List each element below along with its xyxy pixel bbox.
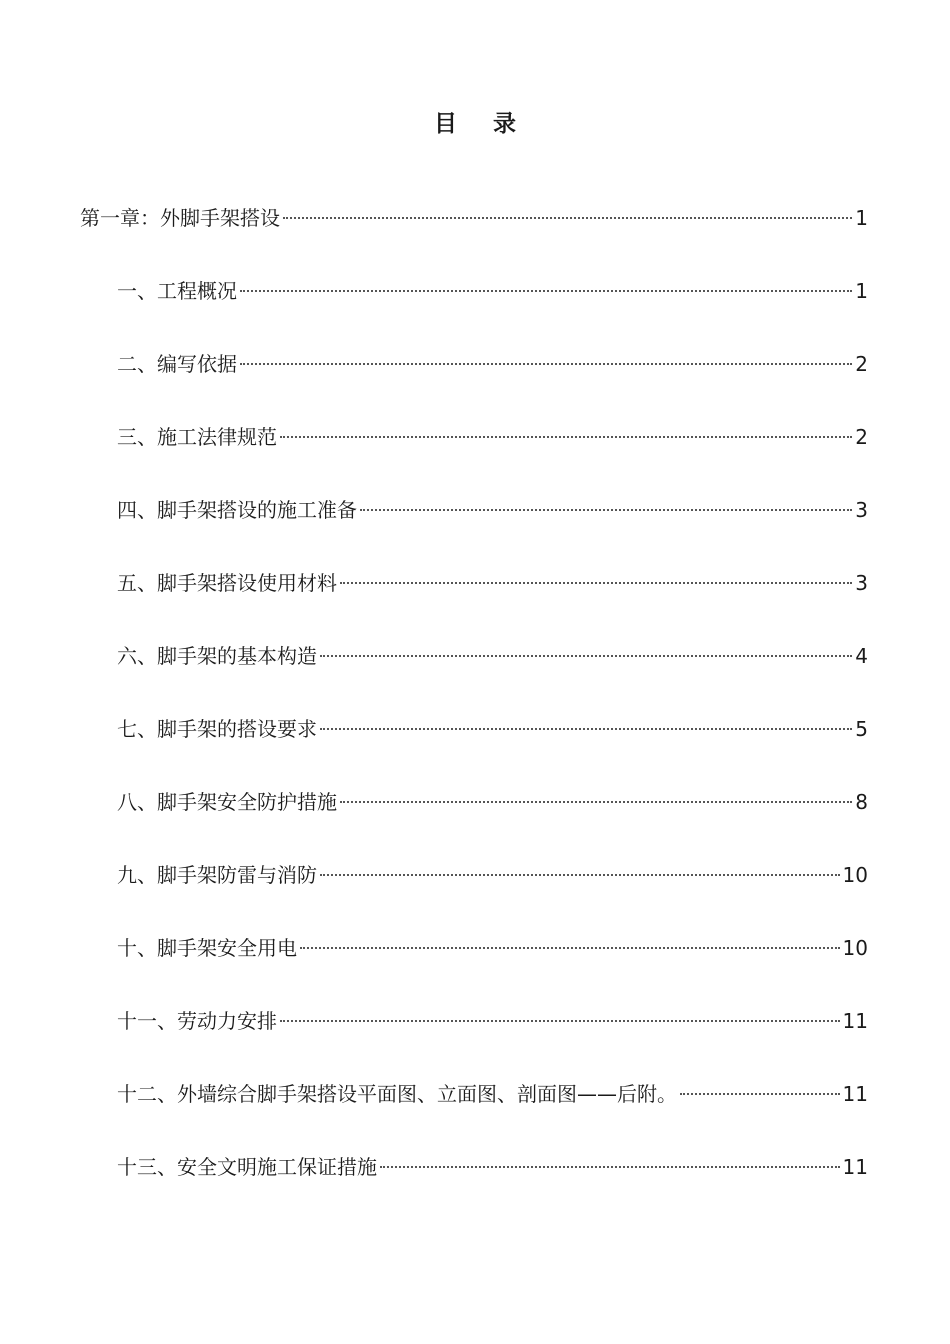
toc-entry-label: 三、施工法律规范 bbox=[117, 425, 277, 449]
toc-entry-page: 10 bbox=[842, 936, 868, 960]
toc-entry-label: 一、工程概况 bbox=[117, 279, 237, 303]
toc-entry[interactable] bbox=[117, 342, 868, 386]
toc-dot-leader bbox=[320, 655, 852, 657]
toc-entry-label: 十一、劳动力安排 bbox=[117, 1009, 277, 1033]
toc-entry[interactable] bbox=[117, 853, 868, 897]
toc-entry-page: 11 bbox=[842, 1155, 868, 1179]
toc-entry[interactable] bbox=[80, 196, 868, 240]
toc-entry-page: 8 bbox=[855, 790, 868, 814]
toc-dot-leader bbox=[280, 1020, 840, 1022]
toc-entry[interactable] bbox=[117, 488, 868, 532]
toc-entry-label: 八、脚手架安全防护措施 bbox=[117, 790, 337, 814]
toc-entry[interactable] bbox=[117, 707, 868, 751]
toc-dot-leader bbox=[360, 509, 852, 511]
toc-dot-leader bbox=[283, 217, 852, 219]
toc-entry[interactable] bbox=[117, 926, 868, 970]
toc-title: 目 录 bbox=[433, 111, 530, 137]
toc-entry[interactable] bbox=[117, 561, 868, 605]
toc-entry-label: 十三、安全文明施工保证措施 bbox=[117, 1155, 377, 1179]
toc-dot-leader bbox=[300, 947, 840, 949]
toc-entry-page: 1 bbox=[855, 279, 868, 303]
toc-entry[interactable] bbox=[117, 415, 868, 459]
toc-entry-label: 第一章：外脚手架搭设 bbox=[80, 206, 280, 230]
toc-dot-leader bbox=[240, 363, 852, 365]
toc-entry-page: 3 bbox=[855, 571, 868, 595]
toc-entry-page: 11 bbox=[842, 1082, 868, 1106]
toc-entry-page: 5 bbox=[855, 717, 868, 741]
toc-entry-label: 二、编写依据 bbox=[117, 352, 237, 376]
toc-entry[interactable] bbox=[117, 634, 868, 678]
toc-dot-leader bbox=[340, 801, 852, 803]
toc-entry-label: 六、脚手架的基本构造 bbox=[117, 644, 317, 668]
toc-dot-leader bbox=[340, 582, 852, 584]
toc-entry-page: 3 bbox=[855, 498, 868, 522]
toc-entry[interactable] bbox=[117, 999, 868, 1043]
toc-entry-page: 4 bbox=[855, 644, 868, 668]
toc-entry-label: 五、脚手架搭设使用材料 bbox=[117, 571, 337, 595]
toc-entry-page: 2 bbox=[855, 425, 868, 449]
toc-entry-label: 十、脚手架安全用电 bbox=[117, 936, 297, 960]
toc-entry[interactable] bbox=[117, 780, 868, 824]
toc-dot-leader bbox=[380, 1166, 840, 1168]
toc-dot-leader bbox=[320, 728, 852, 730]
toc-entry-label: 十二、外墙综合脚手架搭设平面图、立面图、剖面图——后附。 bbox=[117, 1082, 677, 1106]
toc-dot-leader bbox=[240, 290, 852, 292]
toc-entry[interactable] bbox=[117, 1145, 868, 1189]
toc-entry-label: 四、脚手架搭设的施工准备 bbox=[117, 498, 357, 522]
toc-entry-page: 2 bbox=[855, 352, 868, 376]
toc-entry-page: 11 bbox=[842, 1009, 868, 1033]
toc-entry-page: 1 bbox=[855, 206, 868, 230]
toc-entry[interactable] bbox=[117, 269, 868, 313]
toc-entry-label: 七、脚手架的搭设要求 bbox=[117, 717, 317, 741]
toc-entry[interactable] bbox=[117, 1072, 868, 1116]
toc-dot-leader bbox=[680, 1093, 840, 1095]
toc-entry-page: 10 bbox=[842, 863, 868, 887]
toc-dot-leader bbox=[280, 436, 852, 438]
toc-entry-label: 九、脚手架防雷与消防 bbox=[117, 863, 317, 887]
toc-dot-leader bbox=[320, 874, 840, 876]
